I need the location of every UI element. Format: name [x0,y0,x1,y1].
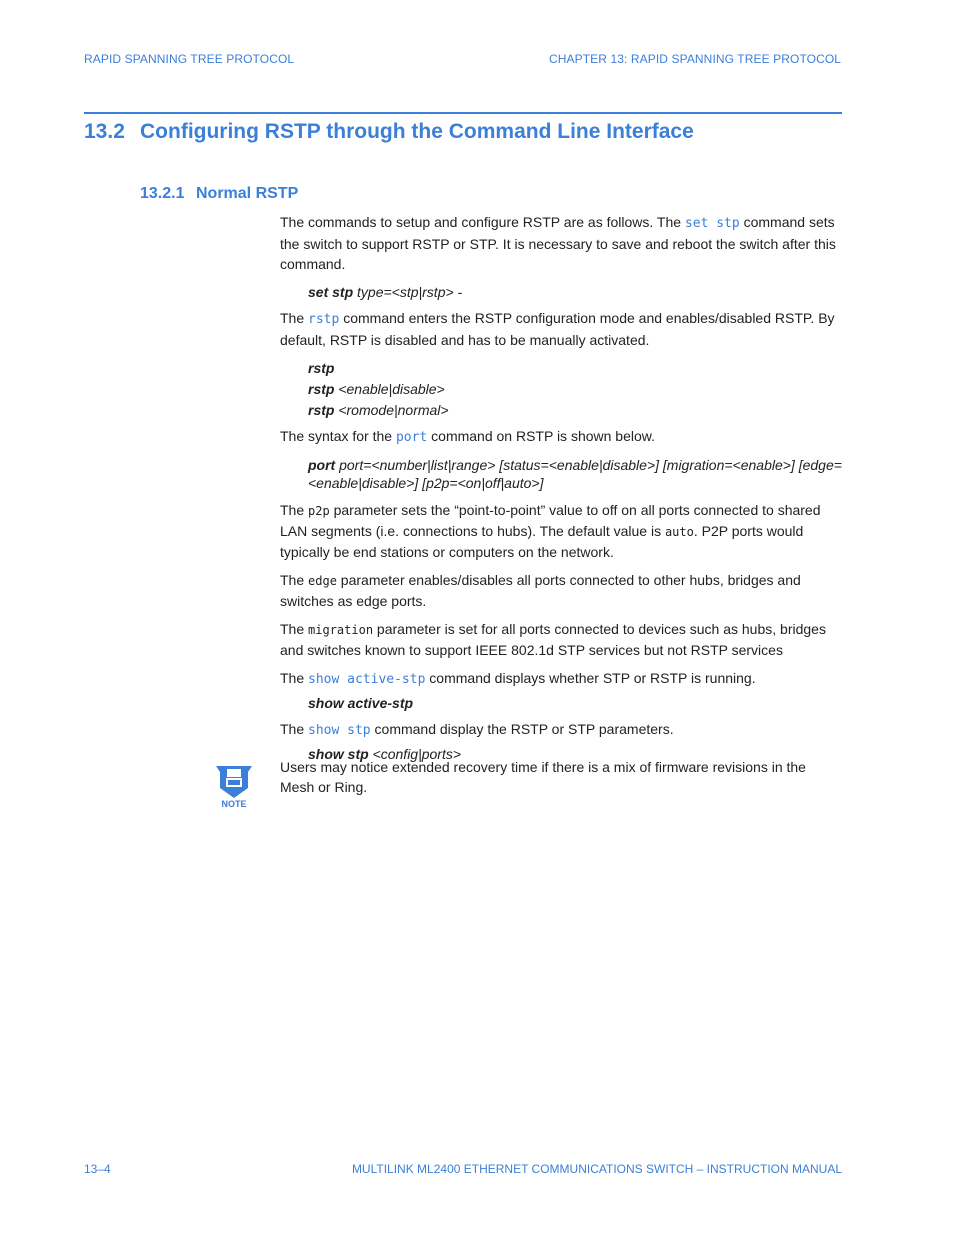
code-rstp: rstp [308,312,340,327]
command-syntax-rstp-enable: rstp <enable|disable> [308,381,445,397]
paragraph-set-stp: The commands to setup and configure RSTP are as follows. The set stp command sets the switch to support RSTP or STP. It is necessary to save and reboot the switch after this command. [280,214,836,272]
subsection-heading [140,185,298,203]
paragraph-edge: The edge parameter enables/disables all ports connected to other hubs, bridges and switches as edge ports. [280,572,801,609]
code-show-stp: show stp [308,723,371,738]
section-heading [84,120,694,144]
code-port: port [395,430,428,445]
page-number: 13–4 [84,1162,111,1176]
command-syntax-show-active-stp: show active-stp [308,695,414,711]
command-syntax-set-stp: set stp type=<stp|rstp> - [308,284,463,300]
paragraph-rstp: The rstp command enters the RSTP configuration mode and enables/disabled RSTP. By default, RSTP is disabled and has to be manually activated. [280,310,835,348]
command-syntax-port: port port=<number|list|range> [status=<enable|disable>] [migration=<enable>] [edge=<enable|disable>] [p2p=<on|off|auto>] [308,457,842,491]
running-header-right: CHAPTER 13: RAPID SPANNING TREE PROTOCOL [549,52,842,66]
section-number: 13.2 [84,120,125,143]
subsection-title: Normal RSTP [196,185,299,202]
code-edge: edge [308,574,337,588]
note-icon [214,764,254,810]
code-migration: migration [308,623,374,637]
code-auto: auto [664,525,694,539]
command-syntax-rstp: rstp [308,360,335,376]
code-set-stp: set stp [684,216,740,231]
paragraph-show-active-stp: The show active-stp command displays whether STP or RSTP is running. [280,670,756,687]
subsection-number: 13.2.1 [140,185,185,202]
note-label: NOTE [221,799,247,809]
body-text [280,212,842,770]
code-show-active-stp: show active-stp [308,672,426,687]
code-p2p: p2p [308,504,330,518]
paragraph-port: The syntax for the port command on RSTP is shown below. [280,428,656,445]
paragraph-migration: The migration parameter is set for all ports connected to devices such as hubs, bridges and switches known to support IEEE 802.1d STP services but not RSTP services [280,621,826,658]
command-syntax-rstp-mode: rstp <romode|normal> [308,402,449,418]
paragraph-show-stp: The show stp command display the RSTP or STP parameters. [280,721,674,738]
command-syntax-show-stp: show stp <config|ports> [308,746,462,762]
manual-title: MULTILINK ML2400 ETHERNET COMMUNICATIONS SWITCH – INSTRUCTION MANUAL [351,1162,842,1176]
note-text: Users may notice extended recovery time if there is a mix of firmware revisions in the Mesh or Ring. [280,759,806,795]
section-divider [84,112,842,114]
paragraph-p2p: The p2p parameter sets the “point-to-point” value to off on all ports connected to shared LAN segments (i.e. connections to hubs). The default value is auto. P2P ports would typically be end stations or computers on the network. [280,502,821,560]
section-title: Configuring RSTP through the Command Line Interface [140,120,694,143]
running-header-left: RAPID SPANNING TREE PROTOCOL [84,52,295,66]
